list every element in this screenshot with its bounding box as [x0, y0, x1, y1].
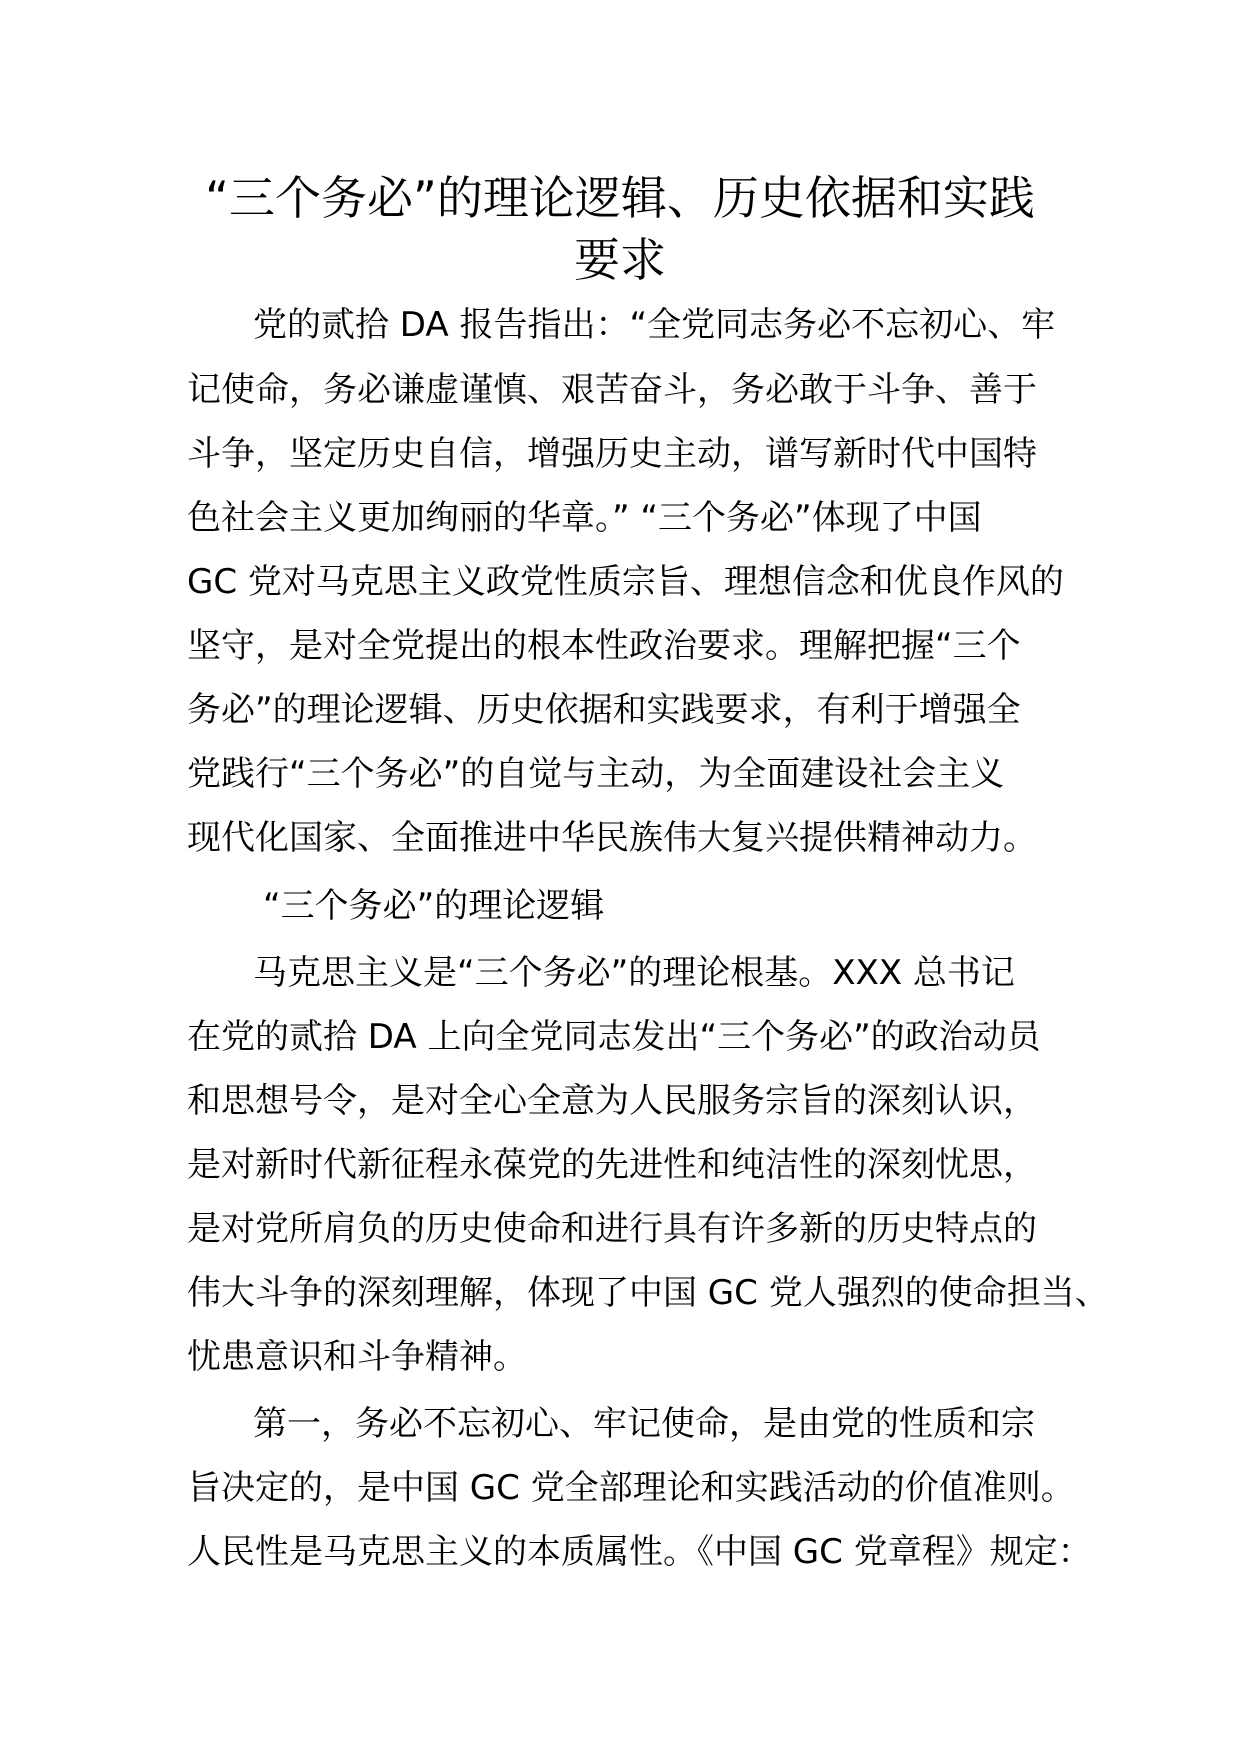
paragraph-1-line-2: 记使命，务必谦虚谨慎、艰苦奋斗，务必敢于斗争、善于: [187, 370, 1037, 410]
paragraph-1-line-5: GC 党对马克思主义政党性质宗旨、理想信念和优良作风的: [187, 562, 1064, 602]
paragraph-1-line-7: 务必”的理论逻辑、历史依据和实践要求，有利于增强全: [187, 690, 1021, 730]
paragraph-2-line-1: 马克思主义是“三个务必”的理论根基。XXX 总书记: [253, 953, 1015, 993]
paragraph-2-line-3: 和思想号令，是对全心全意为人民服务宗旨的深刻认识，: [187, 1081, 1037, 1121]
paragraph-1-line-4: 色社会主义更加绚丽的华章。” “三个务必”体现了中国: [187, 498, 982, 538]
paragraph-2-line-4: 是对新时代新征程永葆党的先进性和纯洁性的深刻忧思，: [187, 1145, 1037, 1185]
document-title-line-2: 要求: [574, 233, 666, 287]
paragraph-1-line-1: 党的贰拾 DA 报告指出：“全党同志务必不忘初心、牢: [253, 305, 1056, 345]
paragraph-2-line-7: 忧患意识和斗争精神。: [187, 1337, 527, 1377]
paragraph-1-line-3: 斗争，坚定历史自信，增强历史主动，谱写新时代中国特: [187, 434, 1037, 474]
paragraph-2-line-2: 在党的贰拾 DA 上向全党同志发出“三个务必”的政治动员: [187, 1017, 1041, 1057]
paragraph-1-line-6: 坚守，是对全党提出的根本性政治要求。理解把握“三个: [187, 626, 1021, 666]
paragraph-3-line-2: 旨决定的，是中国 GC 党全部理论和实践活动的价值准则。: [187, 1468, 1075, 1508]
section-heading: “三个务必”的理论逻辑: [263, 886, 605, 926]
paragraph-3-line-1: 第一，务必不忘初心、牢记使命，是由党的性质和宗: [253, 1404, 1035, 1444]
paragraph-3-line-3: 人民性是马克思主义的本质属性。《中国 GC 党章程》规定：: [187, 1532, 1092, 1572]
paragraph-2-line-6: 伟大斗争的深刻理解，体现了中国 GC 党人强烈的使命担当、: [187, 1273, 1109, 1313]
paragraph-2-line-5: 是对党所肩负的历史使命和进行具有许多新的历史特点的: [187, 1209, 1037, 1249]
document-title-line-1: “三个务必”的理论逻辑、历史依据和实践: [205, 171, 1035, 225]
paragraph-1-line-8: 党践行“三个务必”的自觉与主动，为全面建设社会主义: [187, 754, 1005, 794]
paragraph-1-line-9: 现代化国家、全面推进中华民族伟大复兴提供精神动力。: [187, 818, 1037, 858]
